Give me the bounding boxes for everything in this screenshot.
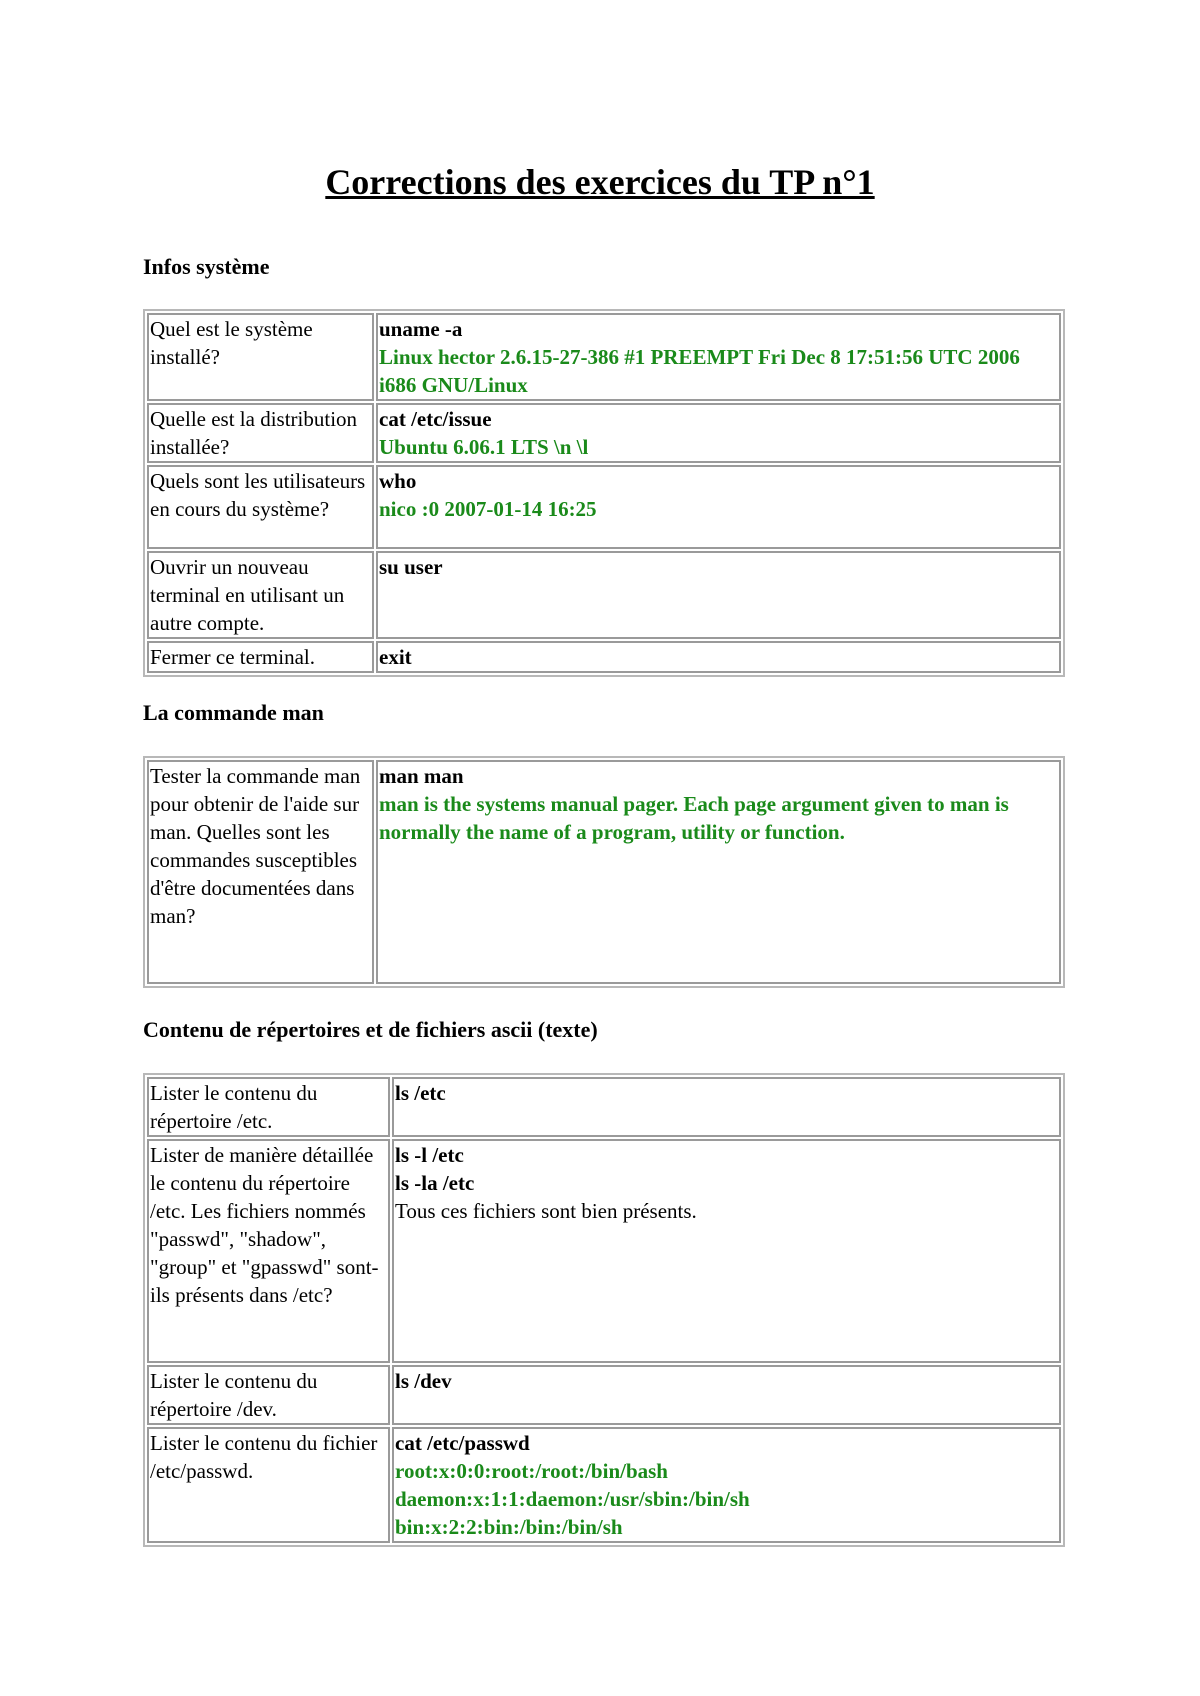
output-text: Linux hector 2.6.15-27-386 #1 PREEMPT Fri Dec 8 17:51:56 UTC 2006 i686 GNU/Linux	[379, 345, 1020, 397]
question-text: Ouvrir un nouveau terminal en utilisant un autre compte.	[150, 555, 345, 635]
question-cell	[147, 551, 374, 639]
question-text: Lister le contenu du répertoire /dev.	[150, 1369, 318, 1421]
page-title: Corrections des exercices du TP n°1	[325, 162, 875, 202]
table-infos-systeme	[143, 309, 1065, 677]
command-text: ls -l /etc	[395, 1143, 464, 1167]
output-text: Ubuntu 6.06.1 LTS \n \l	[379, 435, 589, 459]
note-text: Tous ces fichiers sont bien présents.	[395, 1199, 697, 1223]
question-text: Lister le contenu du répertoire /etc.	[150, 1081, 318, 1133]
output-line: daemon:x:1:1:daemon:/usr/sbin:/bin/sh	[395, 1487, 750, 1511]
command-text-2: ls -la /etc	[395, 1171, 475, 1195]
output-line: root:x:0:0:root:/root:/bin/bash	[395, 1459, 668, 1483]
table-row	[147, 1139, 1061, 1363]
question-cell	[147, 465, 374, 549]
answer-cell	[376, 465, 1061, 549]
answer-cell	[376, 403, 1061, 463]
question-cell	[147, 641, 374, 673]
question-text: Lister de manière détaillée le contenu du répertoire /etc. Les fichiers nommés "passwd", "shadow", "group" et "gpasswd" sont-ils présents dans /etc?	[150, 1143, 379, 1307]
answer-cell	[392, 1139, 1061, 1363]
question-text: Tester la commande man pour obtenir de l'aide sur man. Quelles sont les commandes susceptibles d'être documentées dans man?	[150, 764, 361, 928]
answer-cell	[376, 551, 1061, 639]
output-text: nico :0 2007-01-14 16:25	[379, 497, 597, 521]
answer-cell	[392, 1427, 1061, 1543]
question-cell	[147, 1427, 390, 1543]
table-row	[147, 1077, 1061, 1137]
question-cell	[147, 760, 374, 984]
section-heading-contenu-repertoires: Contenu de répertoires et de fichiers ascii (texte)	[143, 1017, 598, 1042]
command-text: man man	[379, 764, 464, 788]
output-line: bin:x:2:2:bin:/bin:/bin/sh	[395, 1515, 623, 1539]
command-text: cat /etc/issue	[379, 407, 492, 431]
command-text: who	[379, 469, 417, 493]
question-cell	[147, 403, 374, 463]
table-row	[147, 403, 1061, 463]
table-la-commande-man	[143, 756, 1065, 988]
question-cell	[147, 1365, 390, 1425]
table-row	[147, 1427, 1061, 1543]
table-row	[147, 313, 1061, 401]
question-text: Quelle est la distribution installée?	[150, 407, 358, 459]
question-cell	[147, 1077, 390, 1137]
table-row	[147, 465, 1061, 549]
section-heading-la-commande-man: La commande man	[143, 700, 324, 725]
output-text: man is the systems manual pager. Each page argument given to man is normally the name of a program, utility or function.	[379, 792, 1009, 844]
answer-cell	[376, 313, 1061, 401]
answer-cell	[392, 1365, 1061, 1425]
question-text: Fermer ce terminal.	[150, 645, 316, 669]
table-row	[147, 641, 1061, 673]
question-cell	[147, 1139, 390, 1363]
command-text: exit	[379, 645, 412, 669]
question-text: Quel est le système installé?	[150, 317, 313, 369]
answer-cell	[376, 641, 1061, 673]
command-text: ls /etc	[395, 1081, 446, 1105]
question-cell	[147, 313, 374, 401]
question-text: Lister le contenu du fichier /etc/passwd.	[150, 1431, 378, 1483]
table-row	[147, 551, 1061, 639]
section-heading-infos-systeme: Infos système	[143, 254, 270, 279]
table-contenu-repertoires	[143, 1073, 1065, 1547]
command-text: su user	[379, 555, 443, 579]
question-text: Quels sont les utilisateurs en cours du système?	[150, 469, 366, 521]
command-text: uname -a	[379, 317, 463, 341]
table-row	[147, 1365, 1061, 1425]
answer-cell	[376, 760, 1061, 984]
command-text: ls /dev	[395, 1369, 452, 1393]
answer-cell	[392, 1077, 1061, 1137]
command-text: cat /etc/passwd	[395, 1431, 530, 1455]
table-row	[147, 760, 1061, 984]
